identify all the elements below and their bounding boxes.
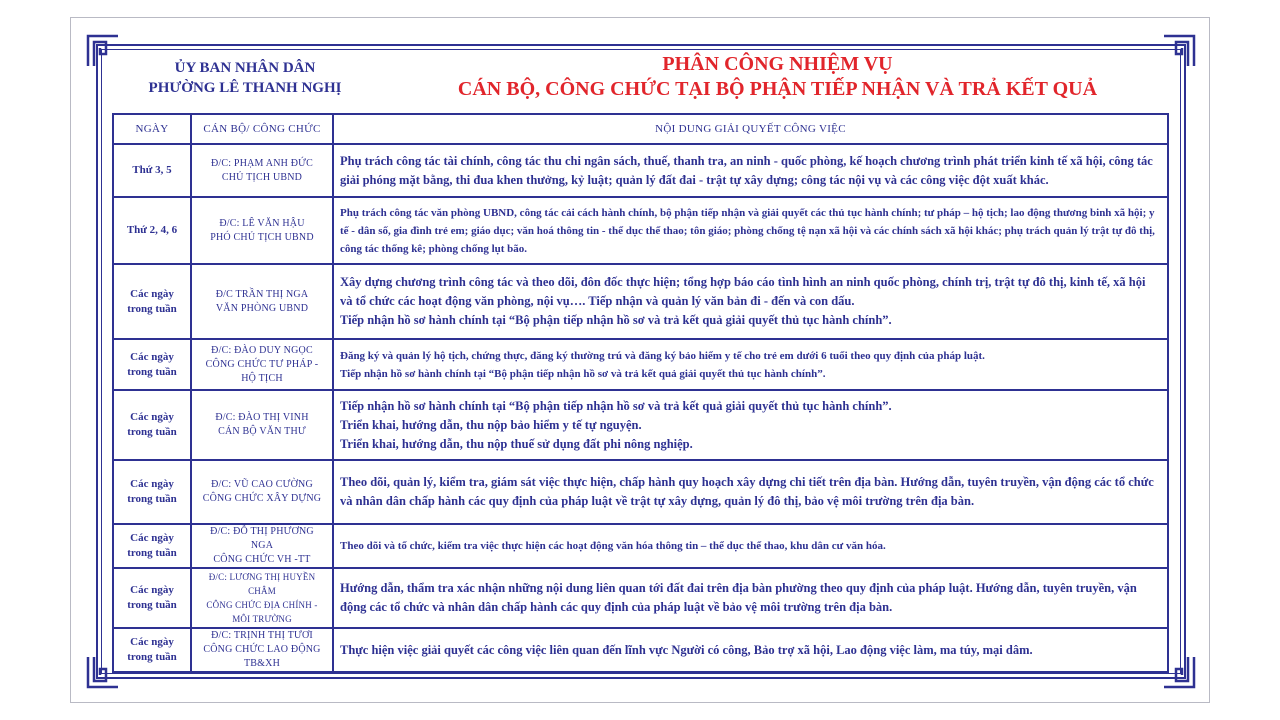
title-line2: CÁN BỘ, CÔNG CHỨC TẠI BỘ PHẬN TIẾP NHẬN VÀ TRẢ KẾT QUẢ [457,78,1098,100]
corner-ornament-icon [1162,34,1196,68]
staff-name: Đ/C: ĐÀO THỊ VINH [215,412,309,423]
table-row [113,568,1168,628]
day-cell: Các ngày trong tuần [113,568,191,628]
task-cell [333,390,1168,460]
day-cell: Các ngày trong tuần [113,390,191,460]
day-cell: Thứ 2, 4, 6 [113,197,191,264]
staff-cell [191,628,333,672]
staff-role: PHÓ CHỦ TỊCH UBND [210,231,314,243]
task-text: Triển khai, hướng dẫn, thu nộp bảo hiểm y tế tự nguyện. [340,417,642,432]
staff-role: CÔNG CHỨC LAO ĐỘNG TB&XH [203,644,321,669]
organization-name [120,58,370,98]
task-cell [333,339,1168,390]
staff-name: Đ/C: ĐỖ THỊ PHƯƠNG NGA [210,526,314,551]
organization-line2: PHƯỜNG LÊ THANH NGHỊ [148,80,342,96]
staff-role: CÔNG CHỨC ĐỊA CHÍNH - MÔI TRƯỜNG [206,600,318,624]
table-row [113,390,1168,460]
task-cell [333,460,1168,524]
task-text: Đăng ký và quản lý hộ tịch, chứng thực, đăng ký thường trú và đăng ký bảo hiểm y tế cho trẻ em dưới 6 tuổi theo quy định của pháp luật. [340,349,985,362]
staff-role: CÔNG CHỨC VH -TT [213,554,311,565]
table-row [113,197,1168,264]
day-cell: Các ngày trong tuần [113,264,191,339]
task-cell [333,568,1168,628]
task-text: Tiếp nhận hồ sơ hành chính tại “Bộ phận tiếp nhận hồ sơ và trả kết quả giải quyết thủ tục hành chính”. [340,398,892,413]
task-cell [333,524,1168,568]
task-text: Tiếp nhận hồ sơ hành chính tại “Bộ phận tiếp nhận hồ sơ và trả kết quả giải quyết thủ tục hành chính”. [340,367,826,380]
table-row [113,460,1168,524]
staff-role: VĂN PHÒNG UBND [215,302,309,314]
task-text: Thực hiện việc giải quyết các công việc liên quan đến lĩnh vực Người có công, Bảo trợ xã hội, Lao động việc làm, ma túy, mại dâm. [340,642,1033,657]
staff-cell [191,390,333,460]
staff-cell [191,568,333,628]
day-cell: Các ngày trong tuần [113,524,191,568]
staff-name: Đ/C: VŨ CAO CƯỜNG [211,479,313,490]
task-text: Phụ trách công tác tài chính, công tác thu chi ngân sách, thuế, thanh tra, an ninh - quốc phòng, kế hoạch chương trình phát triển kinh tế xã hội, công tác giải phóng mặt bằng, thi đua khen thưởng, kỷ luật; quản lý đất đai - trật tự xây dựng; công tác nội vụ và các công việc đột xuất khác. [340,153,1153,187]
corner-ornament-icon [86,34,120,68]
task-cell [333,197,1168,264]
table-row [113,339,1168,390]
task-text: Xây dựng chương trình công tác và theo dõi, đôn đốc thực hiện; tổng hợp báo cáo tình hình an ninh quốc phòng, chính trị, trật tự đô thị, kinh tế, xã hội và tổ chức các hoạt động văn phòng, nội vụ…. Tiếp nhận và quản lý văn bản đi - đến và con dấu. [340,275,1146,308]
task-text: Theo dõi, quản lý, kiểm tra, giám sát việc thực hiện, chấp hành quy hoạch xây dựng chi tiết trên địa bàn. Hướng dẫn, tuyên truyền, vận động các tổ chức và nhân dân chấp hành các quy định của pháp luật về trật tự xây dựng, quản lý đô thị, bảo vệ môi trường trên địa bàn. [340,475,1154,508]
table-row [113,628,1168,672]
day-cell: Thứ 3, 5 [113,144,191,197]
task-text: Triển khai, hướng dẫn, thu nộp thuế sử dụng đất phi nông nghiệp. [340,436,693,451]
staff-cell [191,339,333,390]
day-cell: Các ngày trong tuần [113,460,191,524]
organization-line1: ỦY BAN NHÂN DÂN [174,60,316,76]
table-row [113,264,1168,339]
page-title [390,52,1165,102]
staff-cell [191,197,333,264]
staff-name: Đ/C: PHẠM ANH ĐỨC [210,157,313,169]
staff-role: CÁN BỘ VĂN THƯ [218,426,306,437]
staff-name: Đ/C: LƯƠNG THỊ HUYỀN CHÂM [208,572,316,596]
task-text: Hướng dẫn, thẩm tra xác nhận những nội dung liên quan tới đất đai trên địa bàn phường theo quy định của pháp luật. Hướng dẫn, tuyên truyền, vận động các tổ chức và nhân dân chấp hành các quy định của pháp luật về bảo vệ môi trường trên địa bàn. [340,581,1137,614]
header-day: NGÀY [113,114,191,144]
table-row [113,524,1168,568]
header-task: NỘI DUNG GIẢI QUYẾT CÔNG VIỆC [333,114,1168,144]
header-staff: CÁN BỘ/ CÔNG CHỨC [191,114,333,144]
staff-role: CÔNG CHỨC TƯ PHÁP - HỘ TỊCH [205,358,319,384]
staff-cell [191,460,333,524]
staff-name: Đ/C: LÊ VĂN HẬU [219,217,305,229]
staff-cell [191,144,333,197]
task-cell [333,144,1168,197]
staff-name: Đ/C: TRỊNH THỊ TƯƠI [211,630,313,641]
duty-table [112,113,1169,673]
staff-role: CHỦ TỊCH UBND [221,171,303,183]
staff-role: CÔNG CHỨC XÂY DỰNG [202,493,322,504]
staff-name: Đ/C: ĐÀO DUY NGỌC [211,344,313,356]
day-cell: Các ngày trong tuần [113,339,191,390]
staff-cell [191,524,333,568]
task-text: Tiếp nhận hồ sơ hành chính tại “Bộ phận tiếp nhận hồ sơ và trả kết quả giải quyết thủ tục hành chính”. [340,313,892,327]
day-cell: Các ngày trong tuần [113,628,191,672]
table-header-row [113,114,1168,144]
task-text: Phụ trách công tác văn phòng UBND, công tác cải cách hành chính, bộ phận tiếp nhận và giải quyết các thủ tục hành chính; tư pháp – hộ tịch; lao động thương binh xã hội; y tế - dân số, gia đình trẻ em; giáo dục; văn hoá thông tin - thể dục thể thao; tôn giáo; phòng chống tệ nạn xã hội và các chính sách xã hội khác; phụ trách quản lý trật tự đô thị, công tác thống kê; phòng chống lụt bão. [340,206,1155,255]
title-line1: PHÂN CÔNG NHIỆM VỤ [662,53,893,75]
table-row [113,144,1168,197]
task-cell [333,264,1168,339]
task-text: Theo dõi và tổ chức, kiểm tra việc thực hiện các hoạt động văn hóa thông tin – thể dục thể thao, khu dân cư văn hóa. [340,540,886,552]
task-cell [333,628,1168,672]
staff-cell [191,264,333,339]
staff-name: Đ/C TRẦN THỊ NGA [215,288,309,300]
